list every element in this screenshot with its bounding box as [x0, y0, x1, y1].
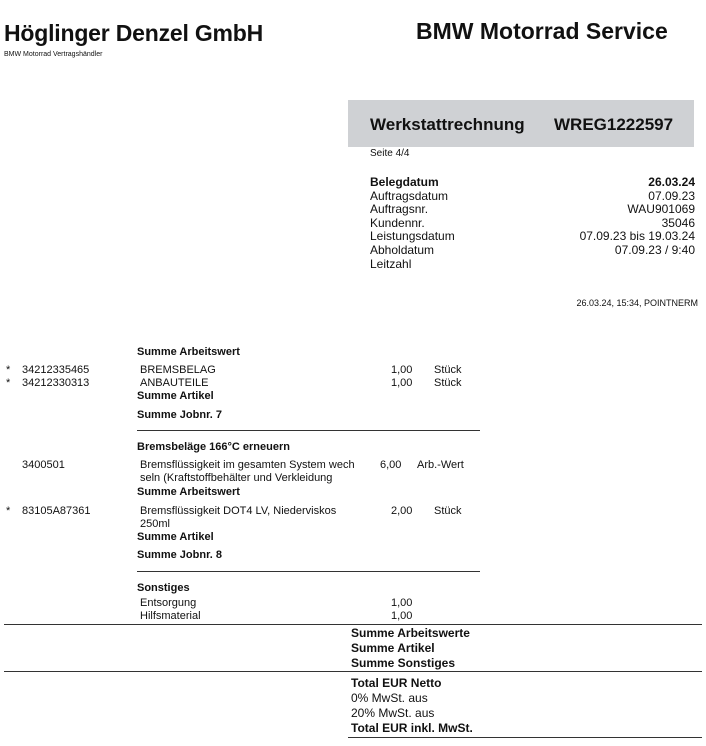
sum-labor-label: Summe Arbeitswert [137, 486, 240, 498]
total-gross-label: Total EUR inkl. MwSt. [351, 721, 473, 735]
meta-row: Belegdatum 26.03.24 [370, 175, 695, 189]
vat-20-label: 20% MwSt. aus [351, 706, 435, 720]
divider [348, 737, 702, 738]
meta-row: Leistungsdatum 07.09.23 bis 19.03.24 [370, 229, 695, 244]
item-quantity: 6,00 [380, 459, 402, 471]
meta-row: Auftragsdatum 07.09.23 [370, 188, 695, 203]
item-description: Hilfsmaterial [140, 610, 201, 622]
meta-row: Auftragsnr. WAU901069 [370, 202, 695, 217]
job-title: Bremsbeläge 166°C erneuern [137, 441, 290, 453]
meta-row: Abholdatum 07.09.23 / 9:40 [370, 242, 695, 257]
item-star: * [6, 377, 11, 389]
item-quantity: 1,00 [391, 364, 413, 376]
item-description: ANBAUTEILE [140, 377, 209, 389]
sum-job-label: Summe Jobnr. 8 [137, 549, 222, 561]
sum-job-label: Summe Jobnr. 7 [137, 409, 222, 421]
meta-row: Leitzahl [370, 256, 412, 271]
item-quantity: 1,00 [391, 377, 413, 389]
item-quantity: 1,00 [391, 610, 413, 622]
total-net-label: Total EUR Netto [351, 676, 442, 690]
item-unit: Arb.-Wert [417, 459, 464, 471]
item-quantity: 1,00 [391, 597, 413, 609]
item-description: Bremsflüssigkeit DOT4 LV, Niederviskos [140, 505, 337, 517]
item-number: 34212335465 [22, 364, 90, 376]
item-star: * [6, 505, 11, 517]
item-description: Bremsflüssigkeit im gesamten System wech [140, 459, 355, 471]
vat-0-label: 0% MwSt. aus [351, 691, 428, 705]
sum-articles-label: Summe Artikel [137, 390, 214, 402]
item-number: 83105A87361 [22, 505, 91, 517]
section-title: Sonstiges [137, 582, 190, 594]
item-description: BREMSBELAG [140, 364, 216, 376]
company-name: Höglinger Denzel GmbH [4, 20, 264, 46]
item-quantity: 2,00 [391, 505, 413, 517]
divider [4, 671, 702, 672]
item-description: Entsorgung [140, 597, 197, 609]
item-number: 3400501 [22, 459, 65, 471]
invoice-title: Werkstattrechnung [370, 115, 525, 134]
divider [137, 571, 480, 572]
meta-row: Kundennr. 35046 [370, 215, 695, 230]
item-unit: Stück [434, 377, 462, 389]
item-number: 34212330313 [22, 377, 90, 389]
total-other-label: Summe Sonstiges [351, 656, 456, 670]
print-stamp: 26.03.24, 15:34, POINTNERM [576, 298, 698, 308]
invoice-number: WREG1222597 [554, 115, 674, 134]
total-labor-label: Summe Arbeitswerte [351, 626, 470, 640]
invoice-title-band [348, 100, 694, 147]
item-description: 250ml [140, 518, 170, 530]
divider [137, 430, 480, 431]
page-number: Seite 4/4 [370, 148, 410, 159]
item-unit: Stück [434, 364, 462, 376]
divider [4, 624, 702, 625]
service-brand: BMW Motorrad Service [416, 18, 668, 44]
item-unit: Stück [434, 505, 462, 517]
invoice-meta [370, 176, 695, 271]
dealer-subtitle: BMW Motorrad Vertragshändler [4, 51, 103, 58]
sum-labor-label: Summe Arbeitswert [137, 346, 240, 358]
item-description: seln (Kraftstoffbehälter und Verkleidung [140, 472, 333, 484]
sum-articles-label: Summe Artikel [137, 531, 214, 543]
item-star: * [6, 364, 11, 376]
total-articles-label: Summe Artikel [351, 641, 435, 655]
